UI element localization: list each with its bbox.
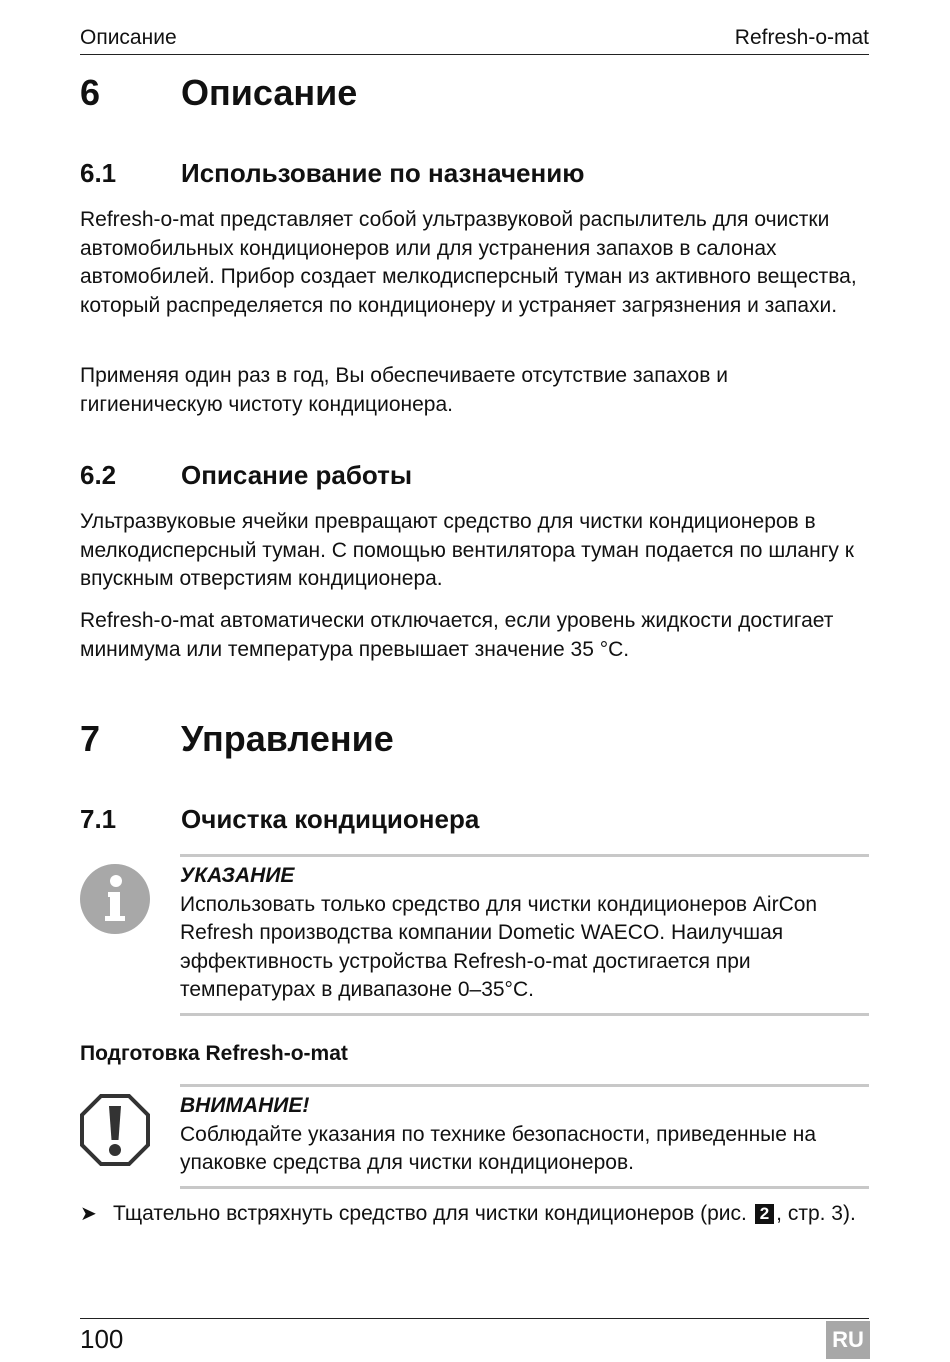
footer-rule [80,1318,869,1319]
chapter-number: 6 [80,72,101,113]
paragraph: Ультразвуковые ячейки превращают средство для чистки кондиционеров в мелкодисперсный туман. С помощью вентилятора туман подается по шлангу к впускным отверстиям кондиционера. [80,510,854,590]
step-text [113,1200,869,1229]
page-number: 100 [80,1324,124,1354]
chapter-title: Управление [181,718,394,759]
section-title: Описание работы [181,460,413,490]
running-header [80,24,869,55]
figure-reference: 2 [755,1204,774,1224]
step-arrow-icon: ➤ [80,1203,97,1225]
info-icon [80,864,150,939]
caution-box [180,1084,869,1189]
step-text-after: , стр. 3). [776,1202,856,1225]
note-text: Использовать только средство для чистки кондиционеров AirCon Refresh производства компании Dometic WAECO. Наилучшая эффективность устройства Refresh-o-mat достигается при температурах в дивапазоне 0–35°C. [180,892,818,1001]
header-product-name: Refresh-o-mat [734,26,869,49]
subheading: Подготовка Refresh-o-mat [80,1042,348,1065]
section-title: Очистка кондиционера [181,804,480,834]
section-7-1-heading [80,804,479,835]
paragraph: Применяя один раз в год, Вы обеспечиваете отсутствие запахов и гигиеническую чистоту кондиционера. [80,364,728,416]
language-badge: RU [826,1321,870,1359]
section-number: 7.1 [80,804,117,834]
section-title: Использование по назначению [181,158,585,188]
step-text-before: Тщательно встряхнуть средство для чистки кондиционеров (рис. [113,1202,747,1225]
warning-icon [80,1094,150,1171]
section-6-2-heading [80,460,412,491]
header-section-title: Описание [80,26,177,49]
note-title: УКАЗАНИЕ [180,864,295,887]
paragraph: Refresh-o-mat представляет собой ультразвуковой распылитель для очистки автомобильных кондиционеров или для устранения запахов в салонах автомобилей. Прибор создает мелкодисперсный туман из активного вещества, который распределяется по кондиционеру и устраняет загрязнения и запахи. [80,208,857,317]
section-number: 6.1 [80,158,117,188]
caution-text: Соблюдайте указания по технике безопасности, приведенные на упаковке средства для чистки кондиционеров. [180,1122,817,1174]
chapter-7-heading [80,718,394,760]
section-number: 6.2 [80,460,117,490]
chapter-6-heading [80,72,357,114]
chapter-title: Описание [181,72,358,113]
section-6-1-heading [80,158,584,189]
paragraph: Refresh-o-mat автоматически отключается, если уровень жидкости достигает минимума или температура превышает значение 35 °C. [80,609,834,661]
caution-title: ВНИМАНИЕ! [180,1094,310,1117]
note-box [180,854,869,1016]
chapter-number: 7 [80,718,101,759]
